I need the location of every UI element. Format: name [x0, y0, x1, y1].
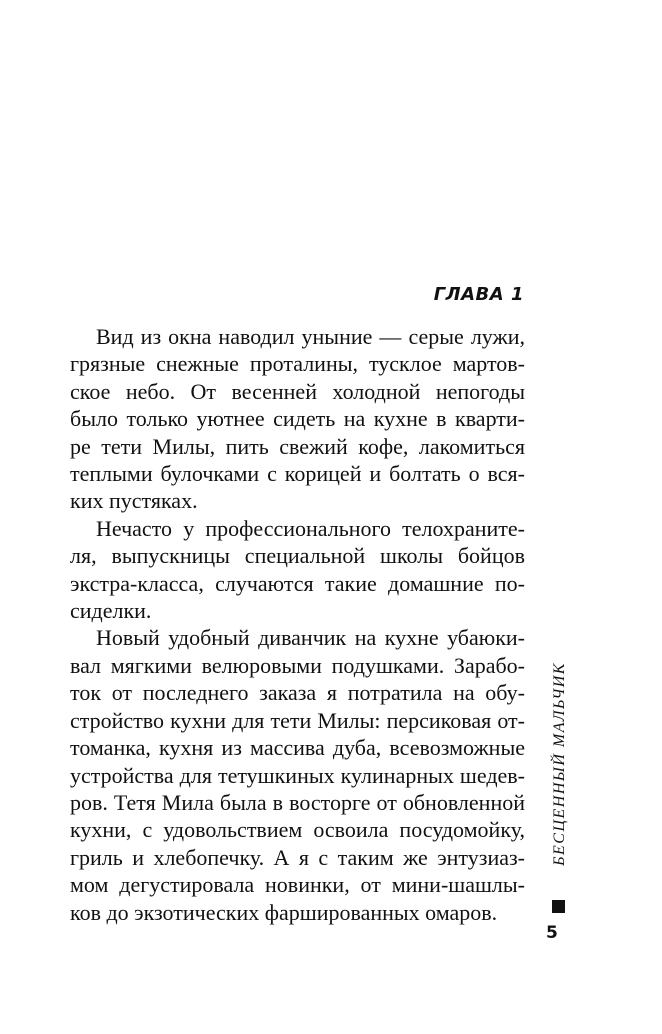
text-line: Новый удобный диванчик на кухне убаюки-	[96, 625, 525, 651]
running-title-text: БЕСЦЕННЫЙ МАЛЬЧИК	[551, 662, 568, 866]
text-line: ров. Тетя Мила была в восторге от обновленной	[70, 789, 525, 815]
paragraph-3	[70, 624, 525, 925]
square-marker-icon	[552, 900, 565, 913]
text-line: ток от последнего заказа я потратила на обу-	[70, 680, 525, 706]
text-line: ков до экзотических фаршированных омаров.	[70, 899, 498, 925]
paragraph-1	[70, 323, 525, 515]
text-line: ре тети Милы, пить свежий кофе, лакомиться	[70, 433, 525, 459]
paragraph-2	[70, 515, 525, 625]
text-line: ких пустяках.	[70, 488, 198, 514]
text-line: сиделки.	[70, 598, 152, 624]
running-title	[543, 655, 577, 917]
text-line: Нечасто у профессионального телохраните-	[96, 515, 525, 541]
page-number: 5	[546, 923, 558, 943]
text-line: было только уютнее сидеть на кухне в кварти-	[70, 406, 525, 432]
text-line: вал мягкими велюровыми подушками. Зарабо-	[70, 652, 525, 678]
text-line: Вид из окна наводил уныние — серые лужи,	[96, 324, 525, 349]
text-line: экстра-класса, случаются такие домашние по-	[70, 570, 525, 596]
text-line: кухни, с удовольствием освоила посудомойку,	[70, 817, 525, 843]
text-line: стройство кухни для тети Милы: персиковая от-	[70, 707, 525, 733]
chapter-heading: ГЛАВА 1	[433, 284, 524, 305]
text-line: гриль и хлебопечку. А я с таким же энтузиаз-	[70, 844, 525, 870]
text-line: устройства для тетушкиных кулинарных шедев-	[70, 762, 525, 788]
text-line: томанка, кухня из массива дуба, всевозможные	[70, 735, 525, 761]
text-line: ля, выпускницы специальной школы бойцов	[70, 543, 525, 569]
text-line: теплыми булочками с корицей и болтать о вся-	[70, 461, 525, 487]
text-line: ское небо. От весенней холодной непогоды	[70, 378, 525, 404]
text-line: мом дегустировала новинки, от мини-шашлы-	[70, 872, 525, 898]
text-line: грязные снежные проталины, тусклое мартов-	[70, 351, 525, 377]
body-text	[70, 323, 525, 926]
